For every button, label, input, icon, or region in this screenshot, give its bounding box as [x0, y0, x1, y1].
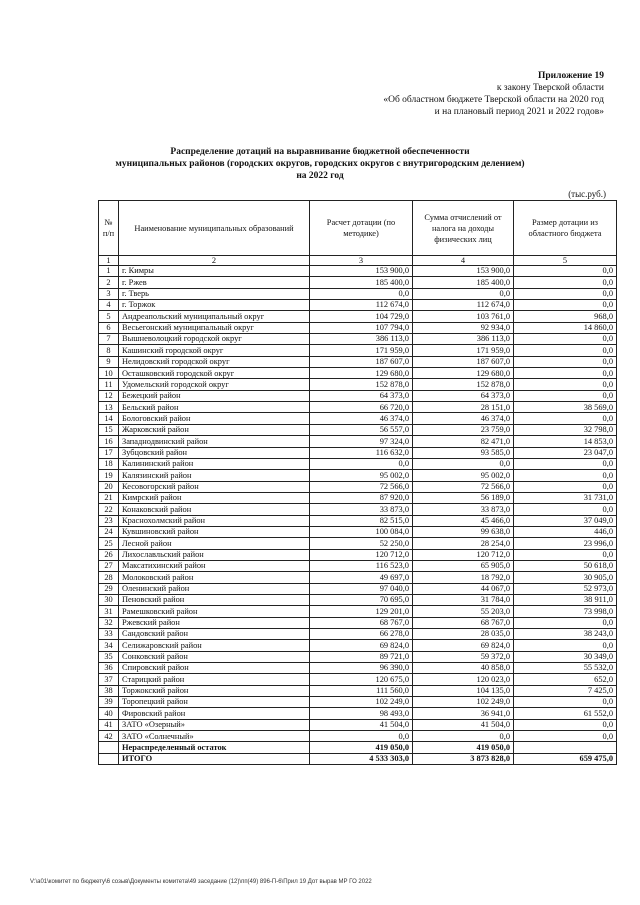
- row-num: 32: [99, 617, 119, 628]
- row-tax: 28 035,0: [413, 629, 514, 640]
- colnum-5: 5: [514, 256, 617, 266]
- row-tax: 0,0: [413, 731, 514, 742]
- row-grant: 0,0: [514, 390, 617, 401]
- header-num: № п/п: [99, 201, 119, 256]
- row-tax: 69 824,0: [413, 640, 514, 651]
- row-num: 34: [99, 640, 119, 651]
- row-grant: 61 552,0: [514, 708, 617, 719]
- reserve-calc: 419 050,0: [310, 742, 413, 753]
- row-tax: 46 374,0: [413, 413, 514, 424]
- row-num: 27: [99, 560, 119, 571]
- row-num: 14: [99, 413, 119, 424]
- row-tax: 72 566,0: [413, 481, 514, 492]
- row-grant: 14 860,0: [514, 322, 617, 333]
- table-row: [99, 447, 617, 458]
- row-num: 15: [99, 424, 119, 435]
- appendix-law: к закону Тверской области: [496, 83, 604, 93]
- table-row: [99, 266, 617, 277]
- row-calc: 104 729,0: [310, 311, 413, 322]
- appendix-law-title: «Об областном бюджете Тверской области на 2020 год: [383, 95, 604, 105]
- row-num: 28: [99, 572, 119, 583]
- row-tax: 103 761,0: [413, 311, 514, 322]
- row-calc: 153 900,0: [310, 266, 413, 277]
- table-row: [99, 640, 617, 651]
- row-num: 9: [99, 356, 119, 367]
- table-row: [99, 606, 617, 617]
- row-grant: 52 973,0: [514, 583, 617, 594]
- row-calc: 152 878,0: [310, 379, 413, 390]
- row-name: Вышневолоцкий городской округ: [119, 334, 310, 345]
- row-name: Пеновский район: [119, 594, 310, 605]
- row-num: 2: [99, 277, 119, 288]
- row-name: ЗАТО «Озерный»: [119, 719, 310, 730]
- row-tax: 99 638,0: [413, 526, 514, 537]
- table-row: [99, 549, 617, 560]
- row-grant: 73 998,0: [514, 606, 617, 617]
- table-row: [99, 617, 617, 628]
- row-tax: 153 900,0: [413, 266, 514, 277]
- table-row: [99, 458, 617, 469]
- row-tax: 28 151,0: [413, 402, 514, 413]
- table-row: [99, 708, 617, 719]
- table-row: [99, 345, 617, 356]
- row-grant: 55 532,0: [514, 663, 617, 674]
- row-tax: 187 607,0: [413, 356, 514, 367]
- row-name: Бологовский район: [119, 413, 310, 424]
- row-calc: 82 515,0: [310, 515, 413, 526]
- row-tax: 44 067,0: [413, 583, 514, 594]
- row-tax: 41 504,0: [413, 719, 514, 730]
- row-grant: 23 047,0: [514, 447, 617, 458]
- row-grant: 32 798,0: [514, 424, 617, 435]
- row-name: Удомельский городской округ: [119, 379, 310, 390]
- row-tax: 28 254,0: [413, 538, 514, 549]
- reserve-tax: 419 050,0: [413, 742, 514, 753]
- row-grant: 0,0: [514, 300, 617, 311]
- row-tax: 0,0: [413, 458, 514, 469]
- row-calc: 89 721,0: [310, 651, 413, 662]
- row-num: 42: [99, 731, 119, 742]
- row-num: 39: [99, 697, 119, 708]
- row-name: Рамешковский район: [119, 606, 310, 617]
- row-num: 35: [99, 651, 119, 662]
- row-calc: 0,0: [310, 731, 413, 742]
- row-tax: 104 135,0: [413, 685, 514, 696]
- total-tax: 3 873 828,0: [413, 753, 514, 764]
- reserve-label: Нераспределенный остаток: [119, 742, 310, 753]
- file-path-footer: V:\a01\комитет по бюджету\6 созыв\Документы комитета\49 заседание (12)\пп(49) 896-П-6\Прил 19 Дот вырав МР ГО 2022: [30, 879, 372, 885]
- row-calc: 116 523,0: [310, 560, 413, 571]
- grants-table: [98, 200, 617, 765]
- row-grant: 0,0: [514, 549, 617, 560]
- header-tax: Сумма отчислений от налога на доходы физических лиц: [413, 201, 514, 256]
- row-grant: 0,0: [514, 481, 617, 492]
- row-grant: 0,0: [514, 504, 617, 515]
- total-label: ИТОГО: [119, 753, 310, 764]
- row-name: Кувшиновский район: [119, 526, 310, 537]
- table-row: [99, 572, 617, 583]
- row-num: 18: [99, 458, 119, 469]
- row-calc: 56 557,0: [310, 424, 413, 435]
- row-calc: 52 250,0: [310, 538, 413, 549]
- row-num: 33: [99, 629, 119, 640]
- row-num: 17: [99, 447, 119, 458]
- table-row: [99, 731, 617, 742]
- row-grant: 652,0: [514, 674, 617, 685]
- row-calc: 49 697,0: [310, 572, 413, 583]
- row-calc: 386 113,0: [310, 334, 413, 345]
- reserve-row: [99, 742, 617, 753]
- table-body: [99, 266, 617, 742]
- table-row: [99, 300, 617, 311]
- table-row: [99, 594, 617, 605]
- row-name: Лихославльский район: [119, 549, 310, 560]
- row-calc: 120 675,0: [310, 674, 413, 685]
- reserve-num: [99, 742, 119, 753]
- row-calc: 72 566,0: [310, 481, 413, 492]
- row-grant: 0,0: [514, 697, 617, 708]
- table-row: [99, 424, 617, 435]
- row-tax: 185 400,0: [413, 277, 514, 288]
- row-grant: 30 905,0: [514, 572, 617, 583]
- row-tax: 129 680,0: [413, 368, 514, 379]
- row-calc: 96 390,0: [310, 663, 413, 674]
- row-num: 23: [99, 515, 119, 526]
- row-name: ЗАТО «Солнечный»: [119, 731, 310, 742]
- appendix-law-period: и на плановый период 2021 и 2022 годов»: [434, 107, 604, 117]
- row-name: Жарковский район: [119, 424, 310, 435]
- row-num: 4: [99, 300, 119, 311]
- table-row: [99, 390, 617, 401]
- row-tax: 33 873,0: [413, 504, 514, 515]
- row-calc: 102 249,0: [310, 697, 413, 708]
- row-grant: 446,0: [514, 526, 617, 537]
- row-grant: 0,0: [514, 458, 617, 469]
- row-grant: 0,0: [514, 334, 617, 345]
- row-calc: 116 632,0: [310, 447, 413, 458]
- row-grant: 23 996,0: [514, 538, 617, 549]
- row-name: Торжокский район: [119, 685, 310, 696]
- table-header-row: [99, 201, 617, 256]
- table-row: [99, 719, 617, 730]
- title-line-1: Распределение дотаций на выравнивание бюджетной обеспеченности: [170, 147, 470, 157]
- row-num: 30: [99, 594, 119, 605]
- row-calc: 129 201,0: [310, 606, 413, 617]
- row-name: Краснохолмский район: [119, 515, 310, 526]
- title-line-2: муниципальных районов (городских округов, городских округов с внутригородским делением): [115, 159, 525, 169]
- row-grant: 0,0: [514, 277, 617, 288]
- row-calc: 98 493,0: [310, 708, 413, 719]
- row-name: Селижаровский район: [119, 640, 310, 651]
- table-row: [99, 697, 617, 708]
- row-name: Западнодвинский район: [119, 436, 310, 447]
- row-grant: 968,0: [514, 311, 617, 322]
- row-calc: 97 040,0: [310, 583, 413, 594]
- appendix-header: [383, 70, 604, 118]
- row-calc: 100 084,0: [310, 526, 413, 537]
- row-tax: 102 249,0: [413, 697, 514, 708]
- row-name: Конаковский район: [119, 504, 310, 515]
- table-row: [99, 356, 617, 367]
- row-tax: 40 858,0: [413, 663, 514, 674]
- row-name: Оленинский район: [119, 583, 310, 594]
- row-name: Максатихинский район: [119, 560, 310, 571]
- row-grant: 0,0: [514, 640, 617, 651]
- row-name: Кесовогорский район: [119, 481, 310, 492]
- row-grant: 38 911,0: [514, 594, 617, 605]
- table-row: [99, 277, 617, 288]
- row-calc: 185 400,0: [310, 277, 413, 288]
- row-name: Сандовский район: [119, 629, 310, 640]
- row-calc: 46 374,0: [310, 413, 413, 424]
- row-name: Осташковский городской округ: [119, 368, 310, 379]
- reserve-grant: [514, 742, 617, 753]
- row-name: Сонковский район: [119, 651, 310, 662]
- appendix-number: Приложение 19: [537, 71, 604, 81]
- table-row: [99, 481, 617, 492]
- row-calc: 120 712,0: [310, 549, 413, 560]
- row-tax: 93 585,0: [413, 447, 514, 458]
- row-num: 36: [99, 663, 119, 674]
- row-num: 38: [99, 685, 119, 696]
- row-calc: 95 002,0: [310, 470, 413, 481]
- row-num: 10: [99, 368, 119, 379]
- total-row: [99, 753, 617, 764]
- title-line-3: на 2022 год: [296, 171, 344, 181]
- row-tax: 82 471,0: [413, 436, 514, 447]
- row-tax: 386 113,0: [413, 334, 514, 345]
- row-tax: 0,0: [413, 288, 514, 299]
- row-tax: 68 767,0: [413, 617, 514, 628]
- row-name: Весьегонский муниципальный округ: [119, 322, 310, 333]
- row-name: Лесной район: [119, 538, 310, 549]
- row-name: г. Ржев: [119, 277, 310, 288]
- row-num: 19: [99, 470, 119, 481]
- row-num: 22: [99, 504, 119, 515]
- row-grant: 0,0: [514, 266, 617, 277]
- row-num: 6: [99, 322, 119, 333]
- row-tax: 120 023,0: [413, 674, 514, 685]
- row-num: 12: [99, 390, 119, 401]
- table-row: [99, 311, 617, 322]
- table-row: [99, 663, 617, 674]
- row-calc: 64 373,0: [310, 390, 413, 401]
- row-grant: 37 049,0: [514, 515, 617, 526]
- row-num: 1: [99, 266, 119, 277]
- row-calc: 111 560,0: [310, 685, 413, 696]
- table-row: [99, 334, 617, 345]
- row-name: Бельский район: [119, 402, 310, 413]
- table-row: [99, 368, 617, 379]
- row-tax: 152 878,0: [413, 379, 514, 390]
- row-grant: 0,0: [514, 470, 617, 481]
- row-num: 26: [99, 549, 119, 560]
- row-grant: 38 569,0: [514, 402, 617, 413]
- row-num: 7: [99, 334, 119, 345]
- row-num: 29: [99, 583, 119, 594]
- table-row: [99, 492, 617, 503]
- header-calc: Расчет дотации (по методике): [310, 201, 413, 256]
- row-calc: 107 794,0: [310, 322, 413, 333]
- row-num: 20: [99, 481, 119, 492]
- row-name: Ржевский район: [119, 617, 310, 628]
- row-grant: 0,0: [514, 356, 617, 367]
- row-name: Калининский район: [119, 458, 310, 469]
- row-grant: 0,0: [514, 719, 617, 730]
- row-tax: 18 792,0: [413, 572, 514, 583]
- row-calc: 66 720,0: [310, 402, 413, 413]
- table-row: [99, 402, 617, 413]
- row-name: Спировский район: [119, 663, 310, 674]
- row-tax: 171 959,0: [413, 345, 514, 356]
- row-num: 37: [99, 674, 119, 685]
- row-name: Зубцовский район: [119, 447, 310, 458]
- row-name: Молоковский район: [119, 572, 310, 583]
- row-tax: 95 002,0: [413, 470, 514, 481]
- colnum-1: 1: [99, 256, 119, 266]
- row-grant: 31 731,0: [514, 492, 617, 503]
- row-tax: 31 784,0: [413, 594, 514, 605]
- table-row: [99, 651, 617, 662]
- row-calc: 0,0: [310, 288, 413, 299]
- row-calc: 112 674,0: [310, 300, 413, 311]
- table-summary: [99, 742, 617, 765]
- table-row: [99, 413, 617, 424]
- row-grant: 0,0: [514, 288, 617, 299]
- row-name: Кимрский район: [119, 492, 310, 503]
- colnum-3: 3: [310, 256, 413, 266]
- colnum-2: 2: [119, 256, 310, 266]
- table-row: [99, 288, 617, 299]
- row-grant: 0,0: [514, 345, 617, 356]
- row-name: Кашинский городской округ: [119, 345, 310, 356]
- total-calc: 4 533 303,0: [310, 753, 413, 764]
- row-tax: 23 759,0: [413, 424, 514, 435]
- row-tax: 55 203,0: [413, 606, 514, 617]
- row-grant: 0,0: [514, 379, 617, 390]
- row-calc: 33 873,0: [310, 504, 413, 515]
- table-row: [99, 583, 617, 594]
- row-grant: 14 853,0: [514, 436, 617, 447]
- row-calc: 187 607,0: [310, 356, 413, 367]
- row-tax: 56 189,0: [413, 492, 514, 503]
- row-calc: 171 959,0: [310, 345, 413, 356]
- header-grant: Размер дотации из областного бюджета: [514, 201, 617, 256]
- row-name: Калязинский район: [119, 470, 310, 481]
- row-grant: 0,0: [514, 368, 617, 379]
- table-row: [99, 436, 617, 447]
- colnum-4: 4: [413, 256, 514, 266]
- row-name: Старицкий район: [119, 674, 310, 685]
- row-name: Андреапольский муниципальный округ: [119, 311, 310, 322]
- row-name: г. Торжок: [119, 300, 310, 311]
- unit-label: (тыс.руб.): [568, 189, 606, 199]
- row-tax: 92 934,0: [413, 322, 514, 333]
- row-tax: 64 373,0: [413, 390, 514, 401]
- table-row: [99, 629, 617, 640]
- row-name: г. Тверь: [119, 288, 310, 299]
- row-name: Торопецкий район: [119, 697, 310, 708]
- row-num: 11: [99, 379, 119, 390]
- row-grant: 30 349,0: [514, 651, 617, 662]
- document-title: [0, 146, 640, 182]
- row-grant: 0,0: [514, 731, 617, 742]
- row-tax: 65 905,0: [413, 560, 514, 571]
- row-num: 8: [99, 345, 119, 356]
- row-num: 25: [99, 538, 119, 549]
- table-row: [99, 674, 617, 685]
- table-row: [99, 379, 617, 390]
- row-grant: 50 618,0: [514, 560, 617, 571]
- row-num: 21: [99, 492, 119, 503]
- table-row: [99, 504, 617, 515]
- table-row: [99, 560, 617, 571]
- row-grant: 38 243,0: [514, 629, 617, 640]
- row-num: 40: [99, 708, 119, 719]
- row-tax: 59 372,0: [413, 651, 514, 662]
- table-row: [99, 322, 617, 333]
- row-tax: 112 674,0: [413, 300, 514, 311]
- row-tax: 36 941,0: [413, 708, 514, 719]
- row-calc: 87 920,0: [310, 492, 413, 503]
- row-grant: 0,0: [514, 617, 617, 628]
- total-num: [99, 753, 119, 764]
- row-grant: 0,0: [514, 413, 617, 424]
- row-calc: 68 767,0: [310, 617, 413, 628]
- row-num: 31: [99, 606, 119, 617]
- row-num: 24: [99, 526, 119, 537]
- row-calc: 66 278,0: [310, 629, 413, 640]
- column-number-row: [99, 256, 617, 266]
- row-name: Бежецкий район: [119, 390, 310, 401]
- row-tax: 45 466,0: [413, 515, 514, 526]
- row-calc: 97 324,0: [310, 436, 413, 447]
- row-num: 13: [99, 402, 119, 413]
- total-grant: 659 475,0: [514, 753, 617, 764]
- row-name: Нелидовский городской округ: [119, 356, 310, 367]
- row-calc: 70 695,0: [310, 594, 413, 605]
- row-name: г. Кимры: [119, 266, 310, 277]
- table-row: [99, 515, 617, 526]
- table-row: [99, 470, 617, 481]
- row-name: Фировский район: [119, 708, 310, 719]
- row-num: 16: [99, 436, 119, 447]
- table-row: [99, 526, 617, 537]
- row-grant: 7 425,0: [514, 685, 617, 696]
- row-calc: 129 680,0: [310, 368, 413, 379]
- table-row: [99, 685, 617, 696]
- table-row: [99, 538, 617, 549]
- row-calc: 0,0: [310, 458, 413, 469]
- row-num: 5: [99, 311, 119, 322]
- row-num: 3: [99, 288, 119, 299]
- row-tax: 120 712,0: [413, 549, 514, 560]
- row-num: 41: [99, 719, 119, 730]
- row-calc: 41 504,0: [310, 719, 413, 730]
- header-name: Наименование муниципальных образований: [119, 201, 310, 256]
- row-calc: 69 824,0: [310, 640, 413, 651]
